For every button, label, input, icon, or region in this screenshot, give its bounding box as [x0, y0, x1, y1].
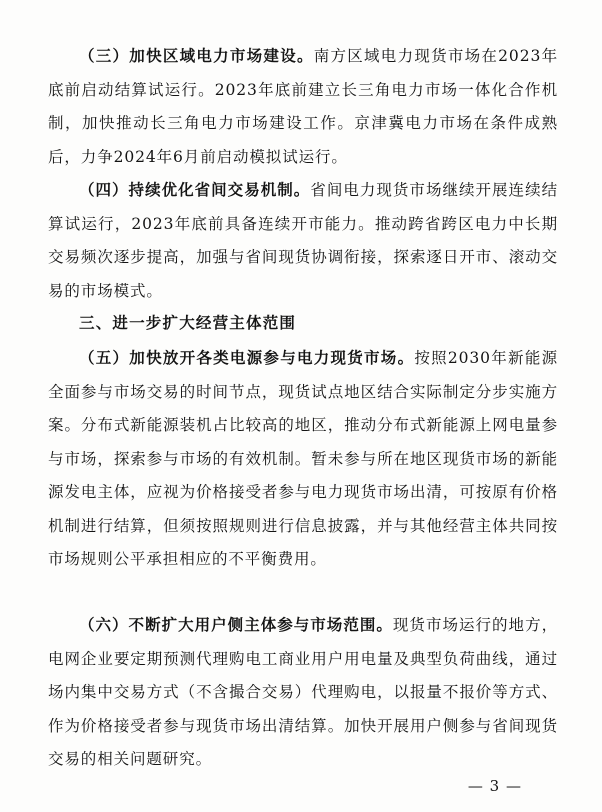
paragraph-regional-market [48, 39, 558, 174]
paragraph-lead: （四）持续优化省间交易机制。 [79, 180, 311, 199]
section-heading: 三、进一步扩大经营主体范围 [79, 314, 297, 332]
paragraph-body: 南方区域电力现货市场在2023年底前启动结算试运行。2023年底前建立长三角电力市场一体化合作机制，加快推动长三角电力市场建设工作。京津冀电力市场在条件成熟后，力争2024年6月前启动模拟试运行。 [48, 47, 558, 166]
paragraph-power-sources [48, 341, 558, 577]
paragraph-lead: （五）加快放开各类电源参与电力现货市场。 [79, 348, 415, 367]
paragraph-lead: （三）加快区域电力市场建设。 [79, 46, 314, 65]
paragraph-body: 按照2030年新能源全面参与市场交易的时间节点，现货试点地区结合实际制定分步实施方案。分布式新能源装机占比较高的地区，推动分布式新能源上网电量参与市场，探索参与市场的有效机制。暂未参与所在地区现货市场的新能源发电主体，应视为价格接受者参与电力现货市场出清，可按原有价格机制进行结算，但须按照规则进行信息披露，并与其他经营主体共同按市场规则公平承担相应的不平衡费用。 [48, 349, 558, 568]
paragraph-lead: （六）不断扩大用户侧主体参与市场范围。 [79, 615, 393, 634]
paragraph-inter-provincial-trading [48, 173, 558, 308]
paragraph-body: 省间电力现货市场继续开展连续结算试运行，2023年底前具备连续开市能力。推动跨省跨区电力中长期交易频次逐步提高，加强与省间现货协调衔接，探索逐日开市、滚动交易的市场模式。 [48, 181, 558, 300]
paragraph-user-side [48, 608, 558, 777]
page-number: — 3 — [467, 777, 522, 795]
paragraph-body: 现货市场运行的地方，电网企业要定期预测代理购电工商业用户用电量及典型负荷曲线，通过场内集中交易方式（不含撮合交易）代理购电，以报量不报价等方式、作为价格接受者参与现货市场出清结算。加快开展用户侧参与省间现货交易的相关问题研究。 [48, 616, 558, 768]
